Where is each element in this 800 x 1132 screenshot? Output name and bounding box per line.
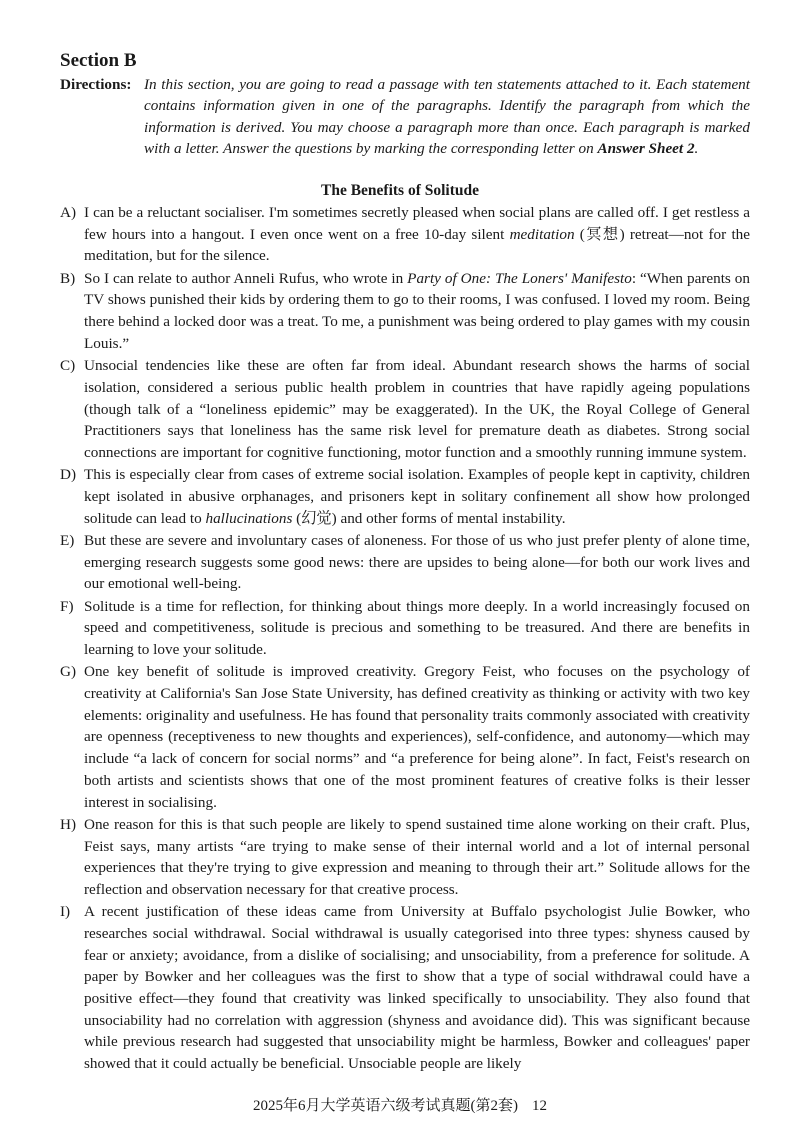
- section-title: Section B: [60, 50, 137, 71]
- directions-body: In this section, you are going to read a passage with ten statements attached to it. Each statement contains information given in one of the paragraphs. Identify the paragraph from which the information is derived. You may choose a paragraph more than once. Each paragraph is marked with a letter. Answer the questions by marking the corresponding letter on: [144, 76, 750, 158]
- paragraph-text: [84, 466, 750, 526]
- paragraph-letter: D): [60, 466, 77, 484]
- passage-paragraph: [60, 355, 750, 464]
- directions-end: .: [694, 140, 699, 158]
- paragraph-segment: One reason for this is that such people are likely to spend sustained time alone working on their craft. Plus, Feist says, many artists “are trying to make sense of their internal world and a lot of internal personal experiences that they're trying to give expression and meaning to through their art.” Solitude allows for the reflection and observation necessary for that creative process.: [84, 815, 750, 898]
- passage-paragraph: [60, 202, 750, 267]
- page-footer: [0, 1096, 800, 1116]
- paragraph-text: [84, 270, 750, 352]
- paragraph-text: [84, 663, 750, 810]
- paragraph-text: [84, 532, 750, 592]
- paragraph-letter: E): [60, 531, 75, 549]
- paragraph-letter: G): [60, 663, 77, 681]
- italic-term: meditation: [509, 225, 575, 243]
- paragraph-text: [84, 357, 750, 461]
- paragraph-segment: (冥想) retreat—not for the meditation, but for the silence.: [84, 225, 750, 265]
- paragraph-segment: (幻觉) and other forms of mental instability.: [292, 509, 566, 527]
- passage-paragraph: [60, 596, 750, 661]
- directions: [60, 74, 750, 160]
- paragraph-letter: I): [60, 903, 71, 921]
- paragraph-segment: Solitude is a time for reflection, for thinking about things more deeply. In a world increasingly focused on speed and competitiveness, solitude is precious and something to be treasured. And there are benefits in learning to love your solitude.: [84, 597, 750, 659]
- directions-label: Directions:: [60, 76, 132, 93]
- paragraph-letter: H): [60, 815, 77, 833]
- paragraph-segment: This is especially clear from cases of extreme social isolation. Examples of people kept in captivity, children kept isolated in abusive orphanages, and prisoners kept in solitary confinement all show how prolonged solitude can lead to: [84, 466, 750, 527]
- paragraph-text: [84, 903, 750, 1072]
- paragraph-text: [84, 816, 750, 898]
- passage-paragraph: [60, 268, 750, 355]
- paragraph-letter: B): [60, 269, 76, 287]
- paragraph-segment: I can be a reluctant socialiser. I'm sometimes secretly pleased when social plans are called off. I get restless a few hours into a hangout. I even once went on a free 10-day silent: [84, 204, 750, 243]
- directions-text: [144, 74, 750, 160]
- paragraph-segment: One key benefit of solitude is improved creativity. Gregory Feist, who focuses on the psychology of creativity at California's San Jose State University, has defined creativity as thinking or activity with two key elements: originality and usefulness. He has found that personality traits commonly associated with creativity are openness (receptiveness to new thoughts and experiences), self-confidence, and autonomy—which may include “a lack of concern for social norms” and “a preference for being alone”. In fact, Feist's research on both artists and scientists shows that one of the most prominent features of creative folks is their lesser interest in socialising.: [84, 663, 750, 811]
- paragraph-segment: So I can relate to author Anneli Rufus, who wrote in: [84, 269, 408, 287]
- passage-paragraph: [60, 661, 750, 813]
- passage-title: The Benefits of Solitude: [320, 182, 480, 199]
- paragraph-text: [84, 598, 750, 658]
- paragraph-letter: F): [60, 597, 74, 615]
- paragraph-segment: A recent justification of these ideas came from University at Buffalo psychologist Julie Bowker, who researches social withdrawal. Social withdrawal is usually categorised into three types: shyness caused by fear or anxiety; avoidance, from a dislike of socialising; and unsociability, from a preference for solitude. A paper by Bowker and her colleagues was the first to show that a type of social withdrawal could have a positive effect—they found that creativity was linked specifically to unsociability. They also found that unsociability had no correlation with aggression (shyness and avoidance did). This was significant because while previous research had suggested that unsociability might be harmless, Bowker and colleagues' paper showed that it could actually be beneficial. Unsociable people are likely: [84, 903, 750, 1073]
- paragraph-segment: But these are severe and involuntary cases of aloneness. For those of us who just prefer plenty of alone time, emerging research suggests some good news: there are upsides to being alone—for both our work lives and our emotional well-being.: [84, 531, 750, 593]
- passage-paragraph: [60, 814, 750, 901]
- paragraph-letter: C): [60, 357, 76, 375]
- passage-paragraph: [60, 901, 750, 1075]
- passage-paragraphs: [60, 202, 750, 1075]
- answer-sheet-label: Answer Sheet 2: [597, 140, 695, 158]
- exam-label: 2025年6月大学英语六级考试真题(第2套): [253, 1098, 518, 1114]
- italic-term: Party of One: The Loners' Manifesto: [407, 269, 632, 287]
- passage-paragraph: [60, 464, 750, 529]
- paragraph-letter: A): [60, 204, 77, 221]
- page-number: 12: [532, 1098, 547, 1114]
- paragraph-segment: Unsocial tendencies like these are often far from ideal. Abundant research shows the harms of social isolation, considered a serious public health problem in countries that have rapidly ageing populations (though talk of a “loneliness epidemic” may be exaggerated). In the UK, the Royal College of General Practitioners says that loneliness has the same risk level for premature death as diabetes. Strong social connections are important for cognitive functioning, motor function and a smoothly running immune system.: [84, 357, 750, 461]
- passage-paragraph: [60, 530, 750, 595]
- paragraph-text: [84, 204, 750, 264]
- paragraph-segment: : “When parents on TV shows punished their kids by ordering them to go to their rooms, I was confused. I loved my room. Being there behind a locked door was a treat. To me, a punishment was being ordered to play games with my cousin Louis.”: [84, 269, 750, 352]
- italic-term: hallucinations: [205, 509, 293, 527]
